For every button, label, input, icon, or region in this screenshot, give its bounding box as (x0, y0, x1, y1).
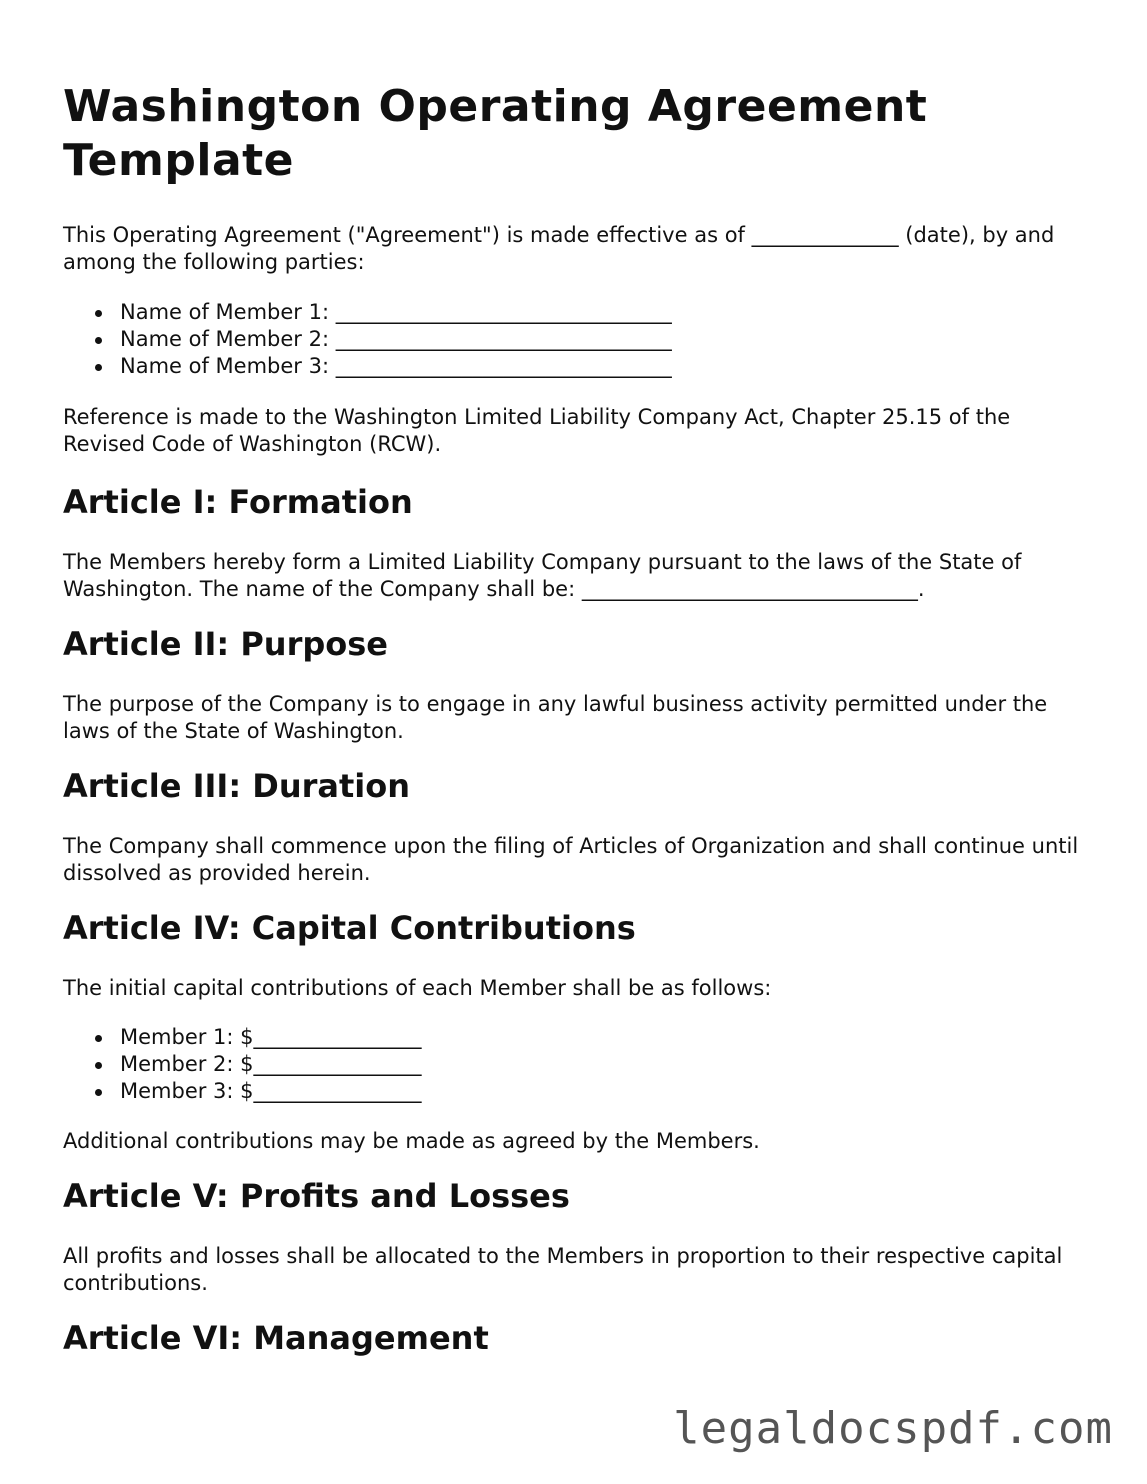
intro-paragraph: This Operating Agreement ("Agreement") is made effective as of ______________ (date), by and among the following parties: (63, 223, 1055, 274)
article-heading: Article II: Purpose (63, 625, 388, 663)
member-name-line: Name of Member 2: ________________________________ (120, 327, 672, 351)
article-text: The Members hereby form a Limited Liability Company pursuant to the laws of the State of Washington. The name of the Company shall be: ________________________________. (63, 550, 1022, 601)
document-page (63, 0, 1093, 1358)
article-text: Additional contributions may be made as agreed by the Members. (63, 1129, 760, 1153)
contribution-line: Member 2: $________________ (120, 1052, 422, 1076)
article-text: All profits and losses shall be allocated to the Members in proportion to their respective capital contributions. (63, 1244, 1063, 1295)
list-item (63, 1024, 1093, 1051)
document-title: Washington Operating Agreement Template (63, 81, 928, 186)
article-heading: Article I: Formation (63, 483, 413, 521)
watermark: legaldocspdf.com (673, 1403, 1113, 1454)
member-name-line: Name of Member 1: ________________________________ (120, 300, 672, 324)
bullet-icon (95, 337, 102, 344)
list-item (63, 299, 1093, 326)
reference-paragraph: Reference is made to the Washington Limited Liability Company Act, Chapter 25.15 of the Revised Code of Washington (RCW). (63, 405, 1011, 456)
bullet-icon (95, 1089, 102, 1096)
members-list (63, 299, 1093, 380)
list-item (63, 1051, 1093, 1078)
bullet-icon (95, 364, 102, 371)
list-item (63, 326, 1093, 353)
bullet-icon (95, 310, 102, 317)
article-text: The purpose of the Company is to engage in any lawful business activity permitted under the laws of the State of Washington. (63, 692, 1048, 743)
article-heading: Article III: Duration (63, 767, 410, 805)
contribution-line: Member 3: $________________ (120, 1079, 422, 1103)
list-item (63, 1078, 1093, 1105)
article-heading: Article V: Profits and Losses (63, 1177, 570, 1215)
member-name-line: Name of Member 3: ________________________________ (120, 354, 672, 378)
bullet-icon (95, 1035, 102, 1042)
article-text: The initial capital contributions of each Member shall be as follows: (63, 976, 772, 1000)
list-item (63, 353, 1093, 380)
article-heading: Article IV: Capital Contributions (63, 909, 636, 947)
contributions-list (63, 1024, 1093, 1105)
article-heading: Article VI: Management (63, 1319, 489, 1357)
contribution-line: Member 1: $________________ (120, 1025, 422, 1049)
bullet-icon (95, 1062, 102, 1069)
article-text: The Company shall commence upon the filing of Articles of Organization and shall continue until dissolved as provided herein. (63, 834, 1079, 885)
